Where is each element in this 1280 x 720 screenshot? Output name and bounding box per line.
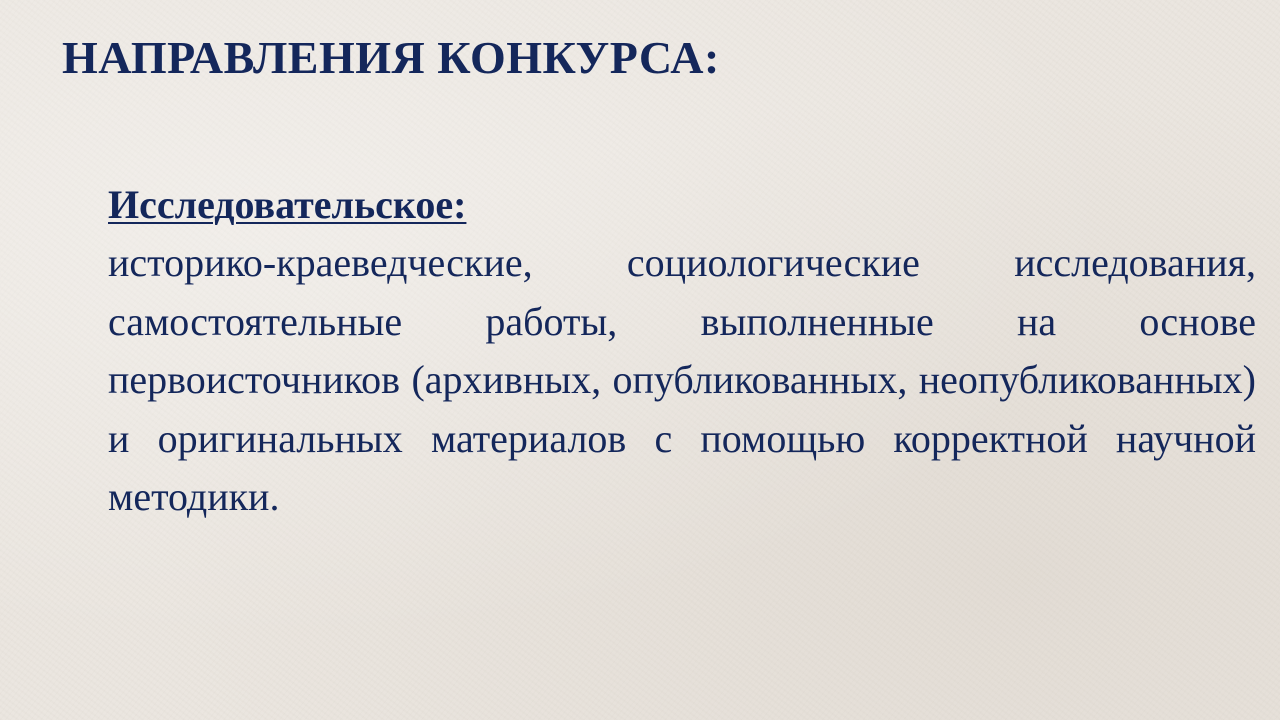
section-heading: Исследовательское: [108, 182, 467, 227]
slide-content [108, 176, 1256, 527]
slide-title: НАПРАВЛЕНИЯ КОНКУРСА: [62, 32, 720, 83]
section-text: историко-краеведческие, социологические исследования, самостоятельные работы, выполненные на основе первоисточников (архивных, опубликованных, неопубликованных) и оригинальных материалов с помощью корректной научной методики. [108, 240, 1256, 519]
